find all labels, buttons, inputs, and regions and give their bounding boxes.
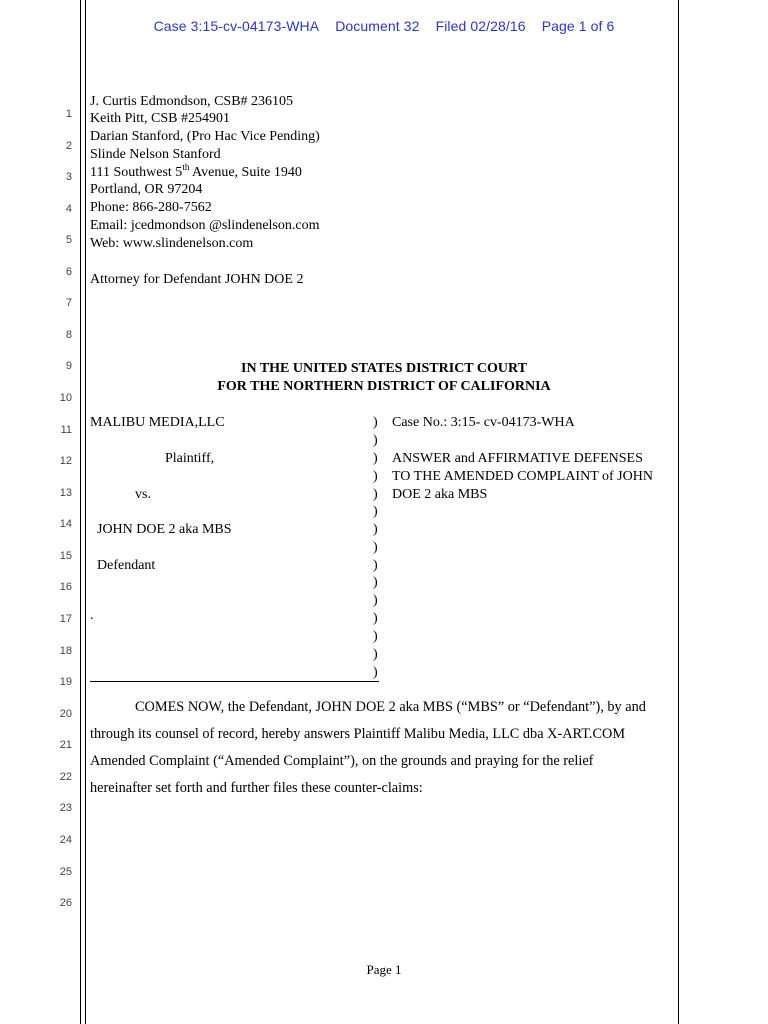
- line-number: 5: [65, 234, 72, 246]
- firm-phone: Phone: 866-280-7562: [90, 200, 212, 215]
- caption-paren: ): [373, 469, 378, 484]
- caption-paren: ): [373, 629, 378, 644]
- right-margin-rule: [678, 0, 679, 1024]
- left-margin-rule-outer: [80, 0, 81, 1024]
- defendant-label: Defendant: [97, 558, 156, 573]
- caption-dot: .: [90, 608, 94, 623]
- attorney-line: Darian Stanford, (Pro Hac Vice Pending): [90, 129, 320, 144]
- caption-paren: ): [373, 575, 378, 590]
- line-number: 2: [65, 140, 72, 152]
- caption-rule: [90, 681, 379, 682]
- firm-web: Web: www.slindenelson.com: [90, 236, 254, 251]
- address-ordinal: th: [182, 162, 190, 172]
- document-number-stamp: Document 32: [335, 18, 420, 34]
- page-count-stamp: Page 1 of 6: [541, 18, 615, 34]
- line-number: 26: [59, 897, 72, 909]
- court-title-line1: IN THE UNITED STATES DISTRICT COURT: [241, 361, 527, 376]
- caption-paren: ): [373, 611, 378, 626]
- line-number: 4: [65, 203, 72, 215]
- caption-paren: ): [373, 451, 378, 466]
- line-number: 14: [59, 518, 72, 530]
- caption-paren: ): [373, 558, 378, 573]
- body-line: COMES NOW, the Defendant, JOHN DOE 2 aka MBS (“MBS” or “Defendant”), by and: [135, 699, 646, 715]
- line-number: 8: [65, 329, 72, 341]
- caption-paren: ): [373, 647, 378, 662]
- line-number: 21: [59, 739, 72, 751]
- plaintiff-name: MALIBU MEDIA,LLC: [90, 415, 225, 430]
- address-suite: Avenue, Suite 1940: [189, 165, 302, 180]
- address-street: 111 Southwest 5: [90, 165, 183, 180]
- filed-date-stamp: Filed 02/28/16: [435, 18, 526, 34]
- body-line: through its counsel of record, hereby answers Plaintiff Malibu Media, LLC dba X-ART.COM: [90, 726, 626, 742]
- firm-address: [90, 164, 302, 182]
- left-margin-rule-inner: [85, 0, 86, 1024]
- line-number: 17: [59, 613, 72, 625]
- line-number: 20: [59, 708, 72, 720]
- line-number: 7: [65, 297, 72, 309]
- line-number: 25: [59, 866, 72, 878]
- document-title-line1: ANSWER and AFFIRMATIVE DEFENSES: [392, 451, 643, 466]
- attorney-line: J. Curtis Edmondson, CSB# 236105: [90, 94, 294, 109]
- document-title-line2: TO THE AMENDED COMPLAINT of JOHN: [392, 469, 653, 484]
- line-number: 24: [59, 834, 72, 846]
- line-number: 22: [59, 771, 72, 783]
- court-title-line2: FOR THE NORTHERN DISTRICT OF CALIFORNIA: [217, 379, 551, 394]
- case-number-stamp: Case 3:15-cv-04173-WHA: [153, 18, 320, 34]
- line-number: 15: [59, 550, 72, 562]
- line-number: 18: [59, 645, 72, 657]
- body-line: Amended Complaint (“Amended Complaint”), on the grounds and praying for the relief: [90, 753, 594, 769]
- line-number: 9: [65, 360, 72, 372]
- versus: vs.: [135, 487, 151, 502]
- caption-paren: ): [373, 665, 378, 680]
- caption-paren: ): [373, 522, 378, 537]
- ecf-header-stamp: [0, 18, 768, 34]
- line-number: 23: [59, 802, 72, 814]
- line-number: 1: [65, 108, 72, 120]
- attorney-role: Attorney for Defendant JOHN DOE 2: [90, 272, 304, 287]
- firm-name: Slinde Nelson Stanford: [90, 147, 221, 162]
- document-title-line3: DOE 2 aka MBS: [392, 487, 488, 502]
- attorney-line: Keith Pitt, CSB #254901: [90, 111, 231, 126]
- line-number: 3: [65, 171, 72, 183]
- line-number: 13: [59, 487, 72, 499]
- line-number: 16: [59, 581, 72, 593]
- line-number: 6: [65, 266, 72, 278]
- caption-paren: ): [373, 415, 378, 430]
- caption-paren: ): [373, 593, 378, 608]
- firm-city: Portland, OR 97204: [90, 182, 203, 197]
- plaintiff-label: Plaintiff,: [165, 451, 215, 466]
- caption-paren: ): [373, 540, 378, 555]
- firm-email: Email: jcedmondson @slindenelson.com: [90, 218, 320, 233]
- caption-paren: ): [373, 487, 378, 502]
- caption-paren: ): [373, 504, 378, 519]
- line-number: 10: [59, 392, 72, 404]
- caption-paren: ): [373, 433, 378, 448]
- defendant-name: JOHN DOE 2 aka MBS: [97, 522, 232, 537]
- line-number: 12: [59, 455, 72, 467]
- page-footer: Page 1: [366, 962, 402, 977]
- line-number: 11: [60, 424, 72, 436]
- line-number: 19: [59, 676, 72, 688]
- case-number: Case No.: 3:15- cv-04173-WHA: [392, 415, 575, 430]
- body-line: hereinafter set forth and further files these counter-claims:: [90, 780, 423, 796]
